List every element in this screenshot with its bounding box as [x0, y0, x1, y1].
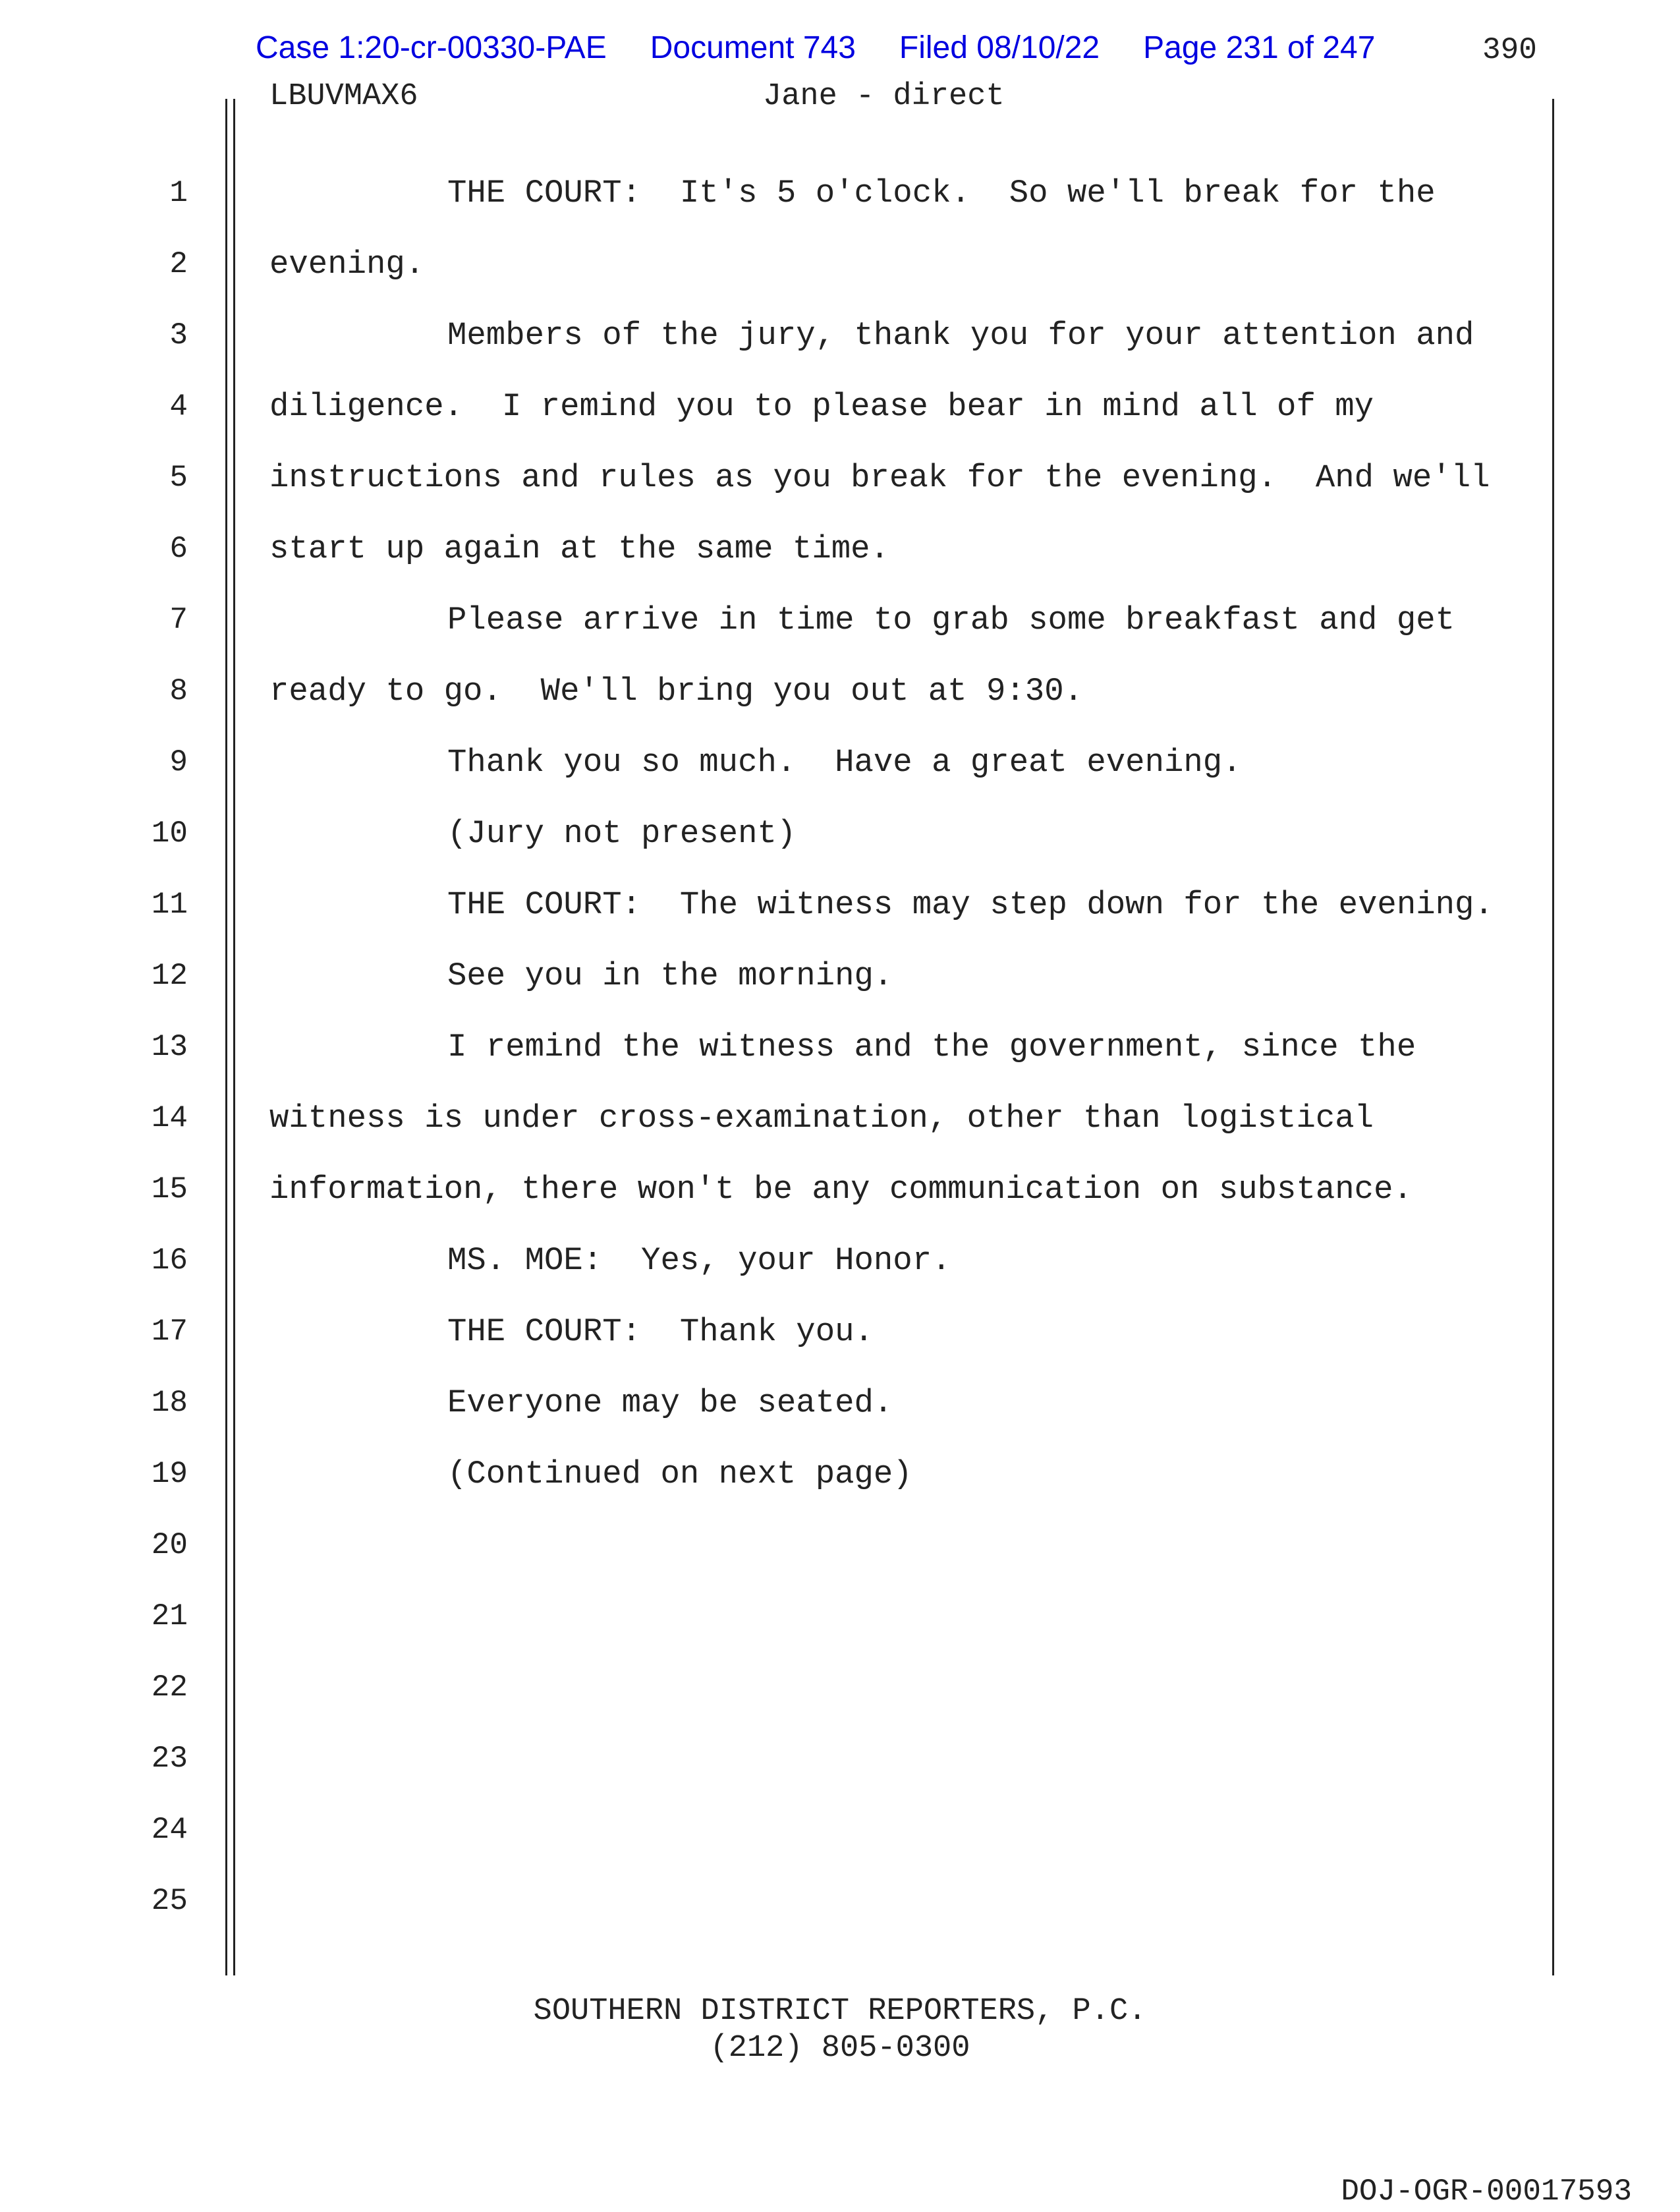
- filed-date: Filed 08/10/22: [899, 30, 1100, 65]
- line-number: 22: [151, 1670, 188, 1705]
- line-number: 23: [151, 1742, 188, 1776]
- line-text: ready to go. We'll bring you out at 9:30.: [269, 673, 1084, 710]
- line-text: evening.: [269, 246, 425, 283]
- line-number: 13: [151, 1030, 188, 1064]
- line-number: 1: [169, 176, 188, 210]
- transcript-line: [0, 940, 1680, 1011]
- line-number: 6: [169, 532, 188, 566]
- line-text: Members of the jury, thank you for your attention and: [447, 317, 1474, 354]
- line-number: 16: [151, 1243, 188, 1278]
- line-number: 18: [151, 1386, 188, 1420]
- transcript-line: [0, 727, 1680, 798]
- transcript-line: [0, 513, 1680, 584]
- line-text: (Continued on next page): [447, 1456, 912, 1492]
- line-number: 20: [151, 1528, 188, 1562]
- line-text: information, there won't be any communication on substance.: [269, 1171, 1413, 1208]
- line-text: diligence. I remind you to please bear in mind all of my: [269, 388, 1374, 425]
- line-text: Everyone may be seated.: [447, 1384, 893, 1421]
- transcript-line: [0, 1225, 1680, 1296]
- line-text: THE COURT: It's 5 o'clock. So we'll break for the: [447, 175, 1436, 212]
- line-number: 2: [169, 247, 188, 281]
- transcript-line: [0, 1296, 1680, 1367]
- transcript-line: [0, 371, 1680, 442]
- footer: [0, 1993, 1680, 2067]
- line-text: (Jury not present): [447, 815, 797, 852]
- transcript-line: [0, 1865, 1680, 1937]
- line-number: 17: [151, 1315, 188, 1349]
- line-text: Thank you so much. Have a great evening.: [447, 744, 1242, 781]
- line-number: 4: [169, 389, 188, 424]
- line-number: 15: [151, 1172, 188, 1206]
- line-number: 7: [169, 603, 188, 637]
- transcript-line: [0, 656, 1680, 727]
- transcript-line: [0, 798, 1680, 869]
- transcript-line: [0, 1438, 1680, 1510]
- page-of: Page 231 of 247: [1143, 30, 1376, 65]
- line-number: 19: [151, 1457, 188, 1491]
- line-number: 11: [151, 888, 188, 922]
- line-number: 21: [151, 1599, 188, 1633]
- transcript-line: [0, 442, 1680, 513]
- line-text: MS. MOE: Yes, your Honor.: [447, 1242, 951, 1279]
- transcript-line: [0, 584, 1680, 656]
- document-number: Document 743: [650, 30, 856, 65]
- line-text: witness is under cross-examination, other than logistical: [269, 1100, 1374, 1137]
- transcript-line: [0, 1581, 1680, 1652]
- transcript-line: [0, 1510, 1680, 1581]
- line-number: 8: [169, 674, 188, 708]
- transcript-line: [0, 1794, 1680, 1865]
- transcript-line: [0, 869, 1680, 940]
- reporter-name: SOUTHERN DISTRICT REPORTERS, P.C.: [533, 1994, 1147, 2029]
- line-number: 10: [151, 816, 188, 851]
- line-number: 9: [169, 745, 188, 780]
- line-number: 24: [151, 1813, 188, 1847]
- transcript-line: [0, 229, 1680, 300]
- line-text: instructions and rules as you break for the evening. And we'll: [269, 459, 1490, 496]
- case-number: Case 1:20-cr-00330-PAE: [256, 30, 607, 65]
- transcript-line: [0, 300, 1680, 371]
- line-text: I remind the witness and the government, since the: [447, 1029, 1416, 1065]
- transcript-line: [0, 1011, 1680, 1083]
- line-number: 3: [169, 318, 188, 353]
- line-number: 14: [151, 1101, 188, 1135]
- header-code: LBUVMAX6: [269, 79, 418, 114]
- filing-stamp: [256, 30, 1418, 66]
- line-number: 12: [151, 959, 188, 993]
- transcript-line: [0, 1083, 1680, 1154]
- line-text: start up again at the same time.: [269, 530, 889, 567]
- transcript-line: [0, 1154, 1680, 1225]
- transcript-lines: [0, 157, 1680, 1937]
- transcript-page-number: 390: [1482, 33, 1537, 67]
- line-number: 5: [169, 461, 188, 495]
- transcript-line: [0, 157, 1680, 229]
- line-text: THE COURT: Thank you.: [447, 1313, 874, 1350]
- header-title: Jane - direct: [763, 79, 1005, 114]
- line-number: 25: [151, 1884, 188, 1918]
- transcript-line: [0, 1723, 1680, 1794]
- transcript-line: [0, 1652, 1680, 1723]
- line-text: Please arrive in time to grab some breakfast and get: [447, 602, 1455, 638]
- line-text: See you in the morning.: [447, 957, 893, 994]
- bates-number: DOJ-OGR-00017593: [1341, 2174, 1632, 2209]
- reporter-phone: (212) 805-0300: [710, 2031, 970, 2066]
- line-text: THE COURT: The witness may step down for the evening.: [447, 886, 1494, 923]
- transcript-line: [0, 1367, 1680, 1438]
